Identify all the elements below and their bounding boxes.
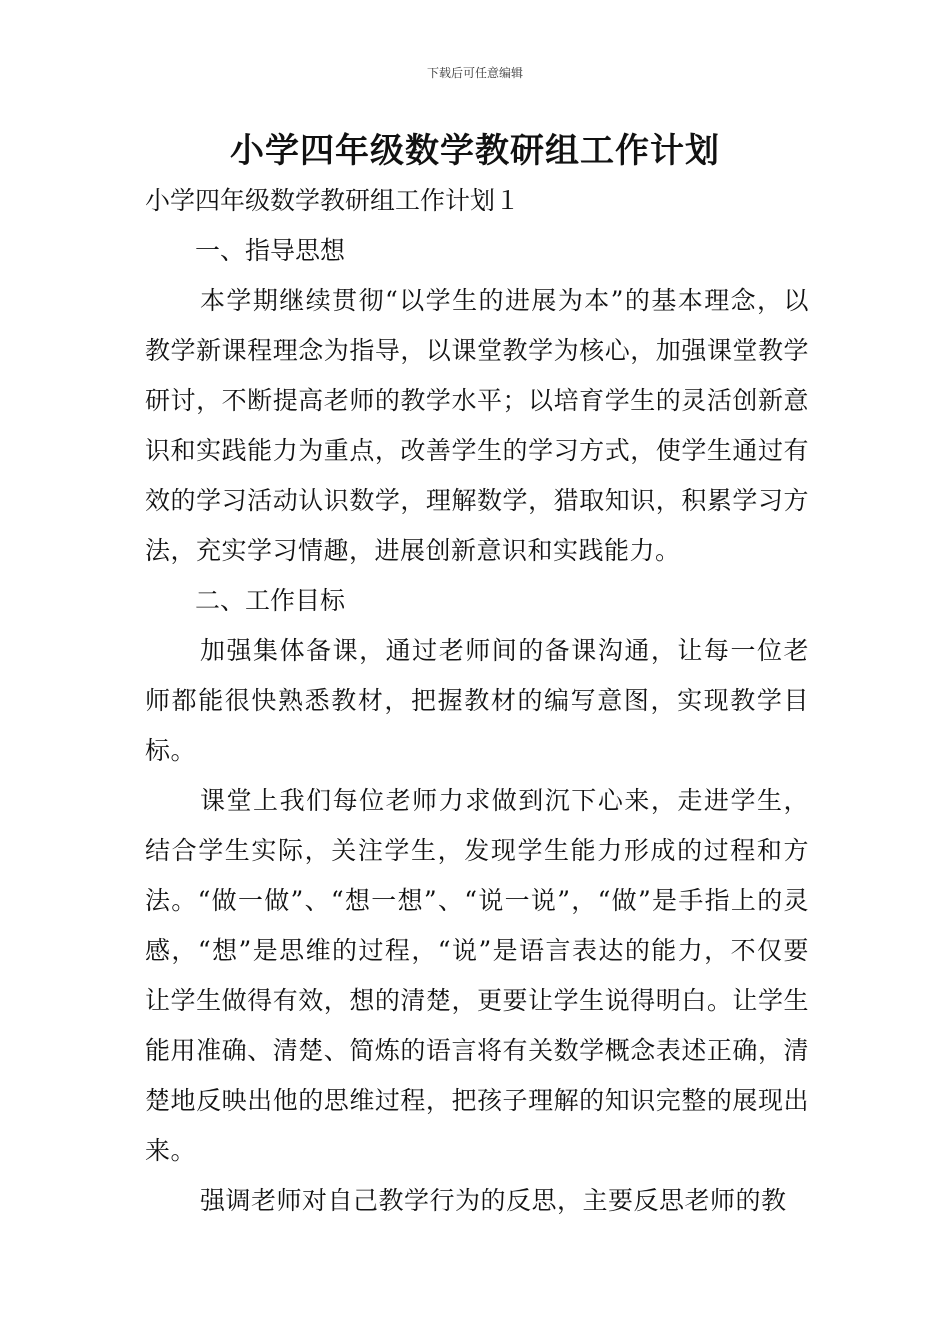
paragraph: 课堂上我们每位老师力求做到沉下心来，走进学生，结合学生实际，关注学生，发现学生能力形成的过程和方法。“做一做”、“想一想”、“说一说”，“做”是手指上的灵感，“想”是思维的过程，“说”是语言表达的能力，不仅要让学生做得有效，想的清楚，更要让学生说得明白。让学生能用准确、清楚、简炼的语言将有关数学概念表述正确，清楚地反映出他的思维过程，把孩子理解的知识完整的展现出来。 — [145, 786, 809, 1165]
document-title: 小学四年级数学教研组工作计划 — [230, 131, 720, 171]
header-note: 下载后可任意编辑 — [426, 66, 523, 80]
paragraph: 强调老师对自己教学行为的反思，主要反思老师的教 — [200, 1186, 787, 1215]
paragraph: 加强集体备课，通过老师间的备课沟通，让每一位老师都能很快熟悉教材，把握教材的编写意图，实现教学目标。 — [145, 636, 809, 765]
section-heading-guiding-thought: 一、指导思想 — [195, 236, 346, 265]
document-body — [145, 176, 809, 1226]
document-subtitle: 小学四年级数学教研组工作计划１ — [145, 186, 521, 215]
section-heading-work-goals: 二、工作目标 — [195, 586, 346, 615]
paragraph: 本学期继续贯彻“以学生的进展为本”的基本理念，以教学新课程理念为指导，以课堂教学为核心，加强课堂教学研讨，不断提高老师的教学水平；以培育学生的灵活创新意识和实践能力为重点，改善学生的学习方式，使学生通过有效的学习活动认识数学，理解数学，猎取知识，积累学习方法，充实学习情趣，进展创新意识和实践能力。 — [145, 286, 809, 565]
